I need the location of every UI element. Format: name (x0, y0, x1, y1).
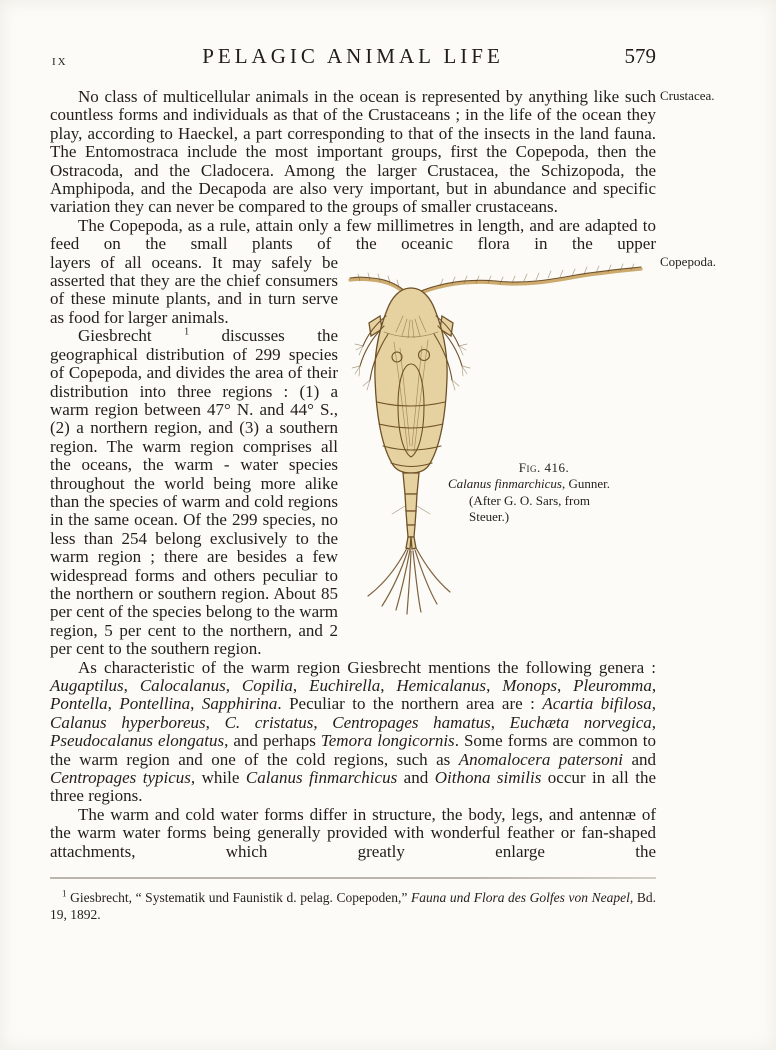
figure-caption-credit-2: Steuer.) (469, 509, 510, 525)
figure-caption-credit: (After G. O. Sars, from (469, 492, 590, 508)
paragraph-warm-cold-forms: The warm and cold water forms differ in structure, the body, legs, and antennæ of the warm water forms being generally provided with wonderful feather or fan-shaped attachments, which greatly enlarge the (50, 804, 656, 861)
page-header (50, 44, 656, 74)
figure-caption (448, 460, 640, 526)
footnote-rule (50, 877, 656, 879)
page-number: 579 (624, 44, 656, 68)
margin-note-crustacea: Crustacea. (660, 88, 715, 103)
paragraph-giesbrecht-regions: Giesbrecht $^1$ discusses the geographical distribution of 299 species of Copepoda, and divides the area of their distribution into three regions : (1) a warm region between 47° N. and 44° S., (2) a northern region, and (3) a southern region. The warm region comprises all the oceans, the warm - water species throughout the world being more alike than the species of warm and cold regions in the same ocean. Of the 299 species, no less than 254 belong exclusively to the warm region ; there are besides a few widespread forms and others peculiar to the northern or southern region. About 85 per cent of the species belong to the warm region, 5 per cent to the northern, and 2 per cent to the southern region. (50, 326, 338, 659)
copepod-illustration (344, 254, 656, 632)
footnote: $^1$ Giesbrecht, “ Systematik und Faunistik d. pelag. Copepoden,” Fauna und Flora des Golfes von Neapel, Bd. 19, 1892. (50, 888, 656, 923)
paragraph-copepoda-continued: layers of all oceans. It may safely be asserted that they are the chief consumers of these minute plants, and in turn serve as food for larger animals. (50, 252, 338, 327)
page-title: PELAGIC ANIMAL LIFE (202, 44, 504, 68)
margin-note-copepoda: Copepoda. (660, 254, 716, 269)
book-page (50, 44, 656, 923)
figure-416 (344, 254, 656, 632)
section-numeral: IX (52, 56, 68, 68)
paragraph-crustacea: No class of multicellular animals in the ocean is represented by anything like such countless forms and individuals as that of the Crustaceans ; in the life of the ocean they play, according to Haeckel, a part corresponding to that of the insects in the land fauna. The Entomostraca include the most important groups, first the Copepoda, then the Ostracoda, and the Cladocera. Among the larger Crustacea, the Schizopoda, the Amphipoda, and the Decapoda are also very important, but in abundance and specific variation they can never be compared to the groups of smaller crustaceans. (50, 87, 656, 217)
paragraph-copepoda-intro: The Copepoda, as a rule, attain only a few millimetres in length, and are adapted to feed on the small plants of the oceanic flora in the upper (50, 215, 656, 254)
figure-caption-label: Fig. 416. (518, 459, 570, 475)
paragraph-genera: As characteristic of the warm region Giesbrecht mentions the following genera : Augaptilus, Calocalanus, Copilia, Euchirella, Hemicalanus, Monops, Pleuromma, Pontella, Pontellina, Sapphirina. Peculiar to the northern area are : Acartia bifilosa, Calanus hyperboreus, C. cristatus, Centropages hamatus, Euchæta norvegica, Pseudocalanus elongatus, and perhaps Temora longicornis. Some forms are common to the warm region and one of the cold regions, such as Anomalocera patersoni and Centropages typicus, while Calanus finmarchicus and Oithona similis occur in all the three regions. (50, 657, 657, 806)
figure-caption-species: Calanus finmarchicus, Gunner. (448, 476, 611, 492)
